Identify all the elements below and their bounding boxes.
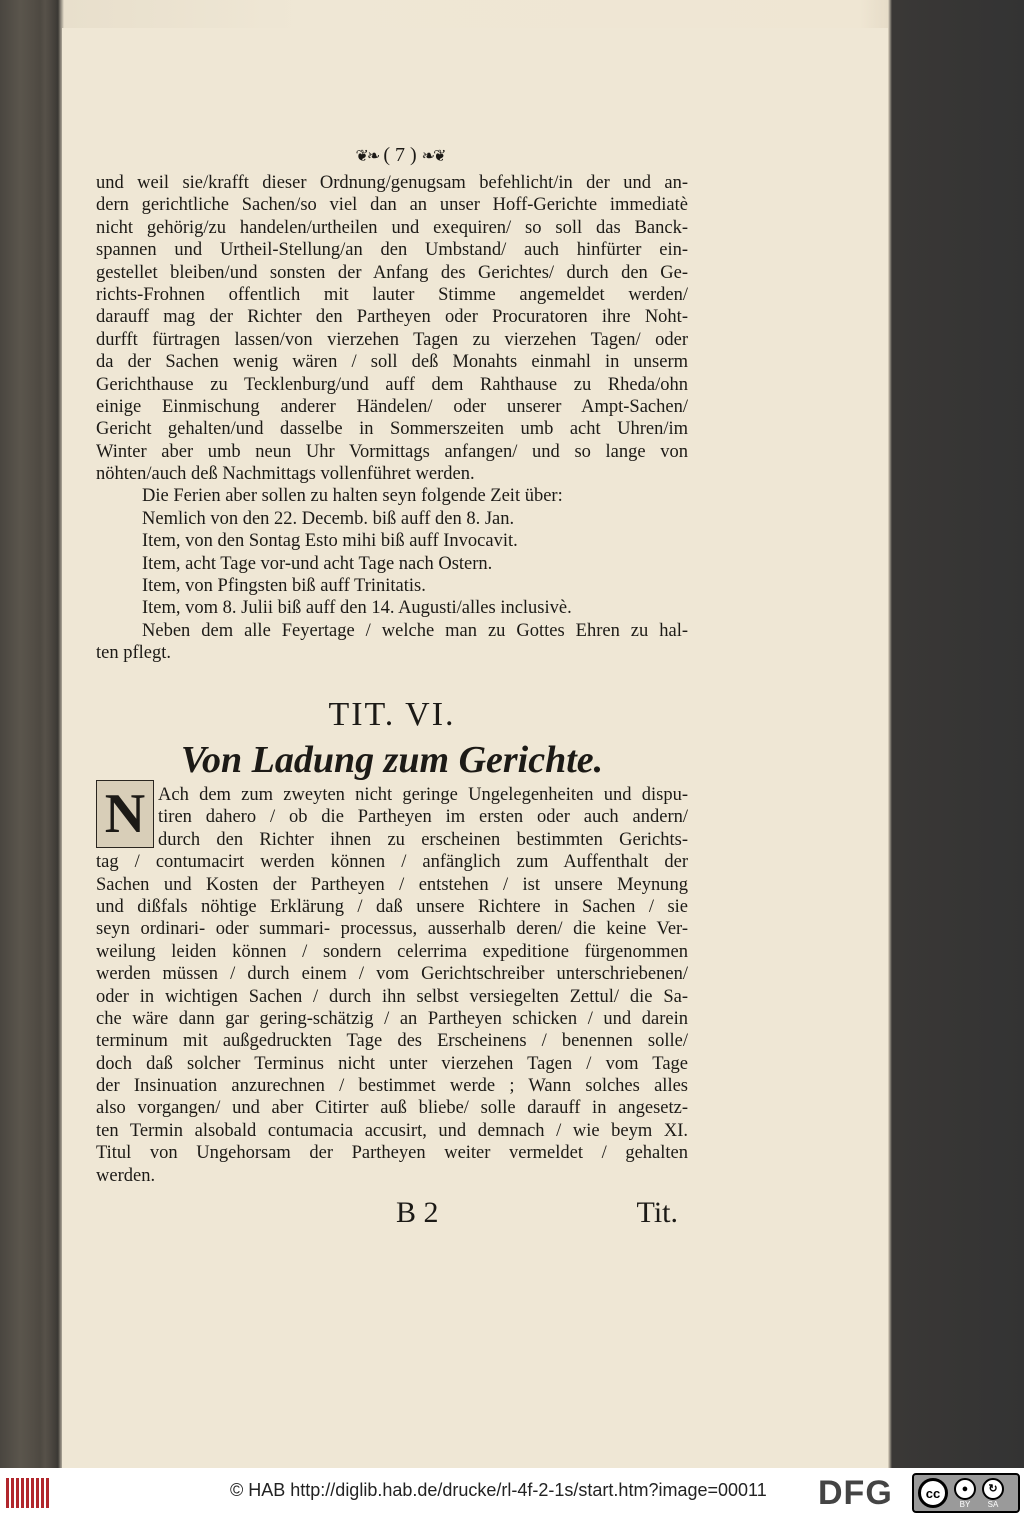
text-line: durfft fürtragen lassen/von vierzehen Tagen zu vierzehen Tagen/ oder [96,329,688,350]
viewer-footer-bar [0,1468,1024,1518]
paragraph-summons [96,784,688,1187]
text-line: einige Einmischung anderer Händelen/ oder unserer Ampt-Sachen/ [96,396,688,417]
text-line: dern gerichtliche Sachen/so viel dan an unser Hoff-Gerichte immediatè [96,195,688,216]
ornament-right-icon: ❧❦ [421,148,445,165]
text-line: seyn ordinari- oder summari- processus, ausserhalb deren/ die keine Ver- [96,919,688,940]
share-alike-icon: ↻ [982,1478,1004,1500]
feiertage-line: ten pflegt. [96,643,172,664]
text-line: Titul von Ungehorsam der Partheyen weiter vermeldet / gehalten [96,1143,688,1164]
cc-icon: cc [918,1478,948,1508]
ornament-left-icon: ❦❧ [355,148,379,165]
text-line: also vorgangen/ und aber Citirter auß bliebe/ solle darauff in angesetz- [96,1098,688,1119]
page-number: ( 7 ) [383,144,417,166]
signature-mark: B 2 [396,1196,439,1229]
text-line: da der Sachen wenig wären / soll deß Monahts einmahl in unserm [96,352,688,373]
page-footer [96,1196,688,1236]
ferien-line: Item, von Pfingsten biß auff Trinitatis. [142,576,426,597]
by-label: BY [959,1499,971,1509]
text-line: weilung leiden können / sondern celerrima expeditione fürgenommen [96,941,688,962]
text-line: und dißfals nöhtige Erklärung / daß unsere Richtere in Sachen / sie [96,896,688,917]
text-line: werden müssen / durch einem / vom Gerichtschreiber unterschriebenen/ [96,964,688,985]
text-line: terminum mit außgedruckten Tage des Erscheinens / benennen solle/ [96,1031,688,1052]
text-line: nöhten/auch deß Nachmittags vollenführet werden. [96,464,475,485]
ferien-line: Nemlich von den 22. Decemb. biß auff den 8. Jan. [142,508,515,529]
decorated-initial: N [96,780,154,848]
ferien-line: Item, acht Tage vor-und acht Tage nach Ostern. [142,553,493,574]
text-line: Winter aber umb neun Uhr Vormittags anfangen/ und so lange von [96,441,688,462]
text-line: tiren dahero / ob die Partheyen im ersten oder auch andern/ [158,807,688,828]
text-line: che wäre dann gar gering-schätzig / an Partheyen schicken / und darein [96,1008,688,1029]
feiertage-line: Neben dem alle Feyertage / welche man zu Gottes Ehren zu hal- [142,620,688,641]
dfg-logo[interactable]: DFG [818,1474,893,1512]
text-line: doch daß solcher Terminus nicht unter vierzehen Tagen / vom Tage [96,1053,688,1074]
text-line: nicht gehörig/zu handelen/urtheilen und exequiren/ so soll das Banck- [96,217,688,238]
text-line: richts-Frohnen offentlich mit lauter Stimme angemeldet werden/ [96,284,688,305]
text-line: und weil sie/krafft dieser Ordnung/genugsam befehlicht/in der und an- [96,173,688,193]
text-line: gestellet bleiben/und sonsten der Anfang des Gerichtes/ durch den Ge- [96,262,688,283]
person-icon: ● [954,1478,976,1500]
text-line: Sachen und Kosten der Partheyen / entstehen / ist unsere Meynung [96,874,688,895]
page-header [340,144,460,167]
text-line: Gericht gehalten/und dasselbe in Sommerszeiten umb acht Uhren/im [96,419,688,440]
ferien-line: Item, vom 8. Julii biß auff den 14. Augusti/alles inclusivè. [142,598,572,619]
text-line: tag / contumacirt werden können / anfänglich zum Auffenthalt der [96,852,688,873]
title-number: TIT. VI. [328,696,456,733]
text-line: werden. [96,1165,156,1186]
catchword: Tit. [636,1196,678,1229]
text-line: spannen und Urtheil-Stellung/an den Umbstand/ auch hinfürter ein- [96,240,688,261]
sa-label: SA [987,1499,999,1509]
text-line: ten Termin alsobald contumacia accusirt, und demnach / wie beym XI. [96,1120,688,1141]
cc-license-badge[interactable] [912,1473,1020,1513]
text-line: durch den Richter ihnen zu erscheinen bestimmten Gerichts- [158,829,688,850]
text-line: darauff mag der Richter den Partheyen oder Procuratoren ihre Noht- [96,307,688,328]
ferien-line: Die Ferien aber sollen zu halten seyn folgende Zeit über: [142,486,563,507]
book-spine [20,0,60,1468]
copyright-link[interactable]: © HAB http://diglib.hab.de/drucke/rl-4f-2-1s/start.htm?image=00011 [230,1480,767,1500]
ferien-line: Item, von den Sontag Esto mihi biß auff Invocavit. [142,531,518,552]
text-line: Ach dem zum zweyten nicht geringe Ungelegenheiten und dispu- [158,785,688,805]
text-line: der Insinuation anzurechnen / bestimmet werde ; Wann solches alles [96,1076,688,1097]
title-heading: Von Ladung zum Gerichte. [180,739,604,781]
text-line: oder in wichtigen Sachen / durch ihn selbst versiegelten Zettul/ die Sa- [96,986,688,1007]
text-line: Gerichthause zu Tecklenburg/und auff dem Rahthause zu Rheda/ohn [96,374,688,395]
paragraph-courts [96,172,688,665]
library-barcode-icon [6,1478,50,1508]
